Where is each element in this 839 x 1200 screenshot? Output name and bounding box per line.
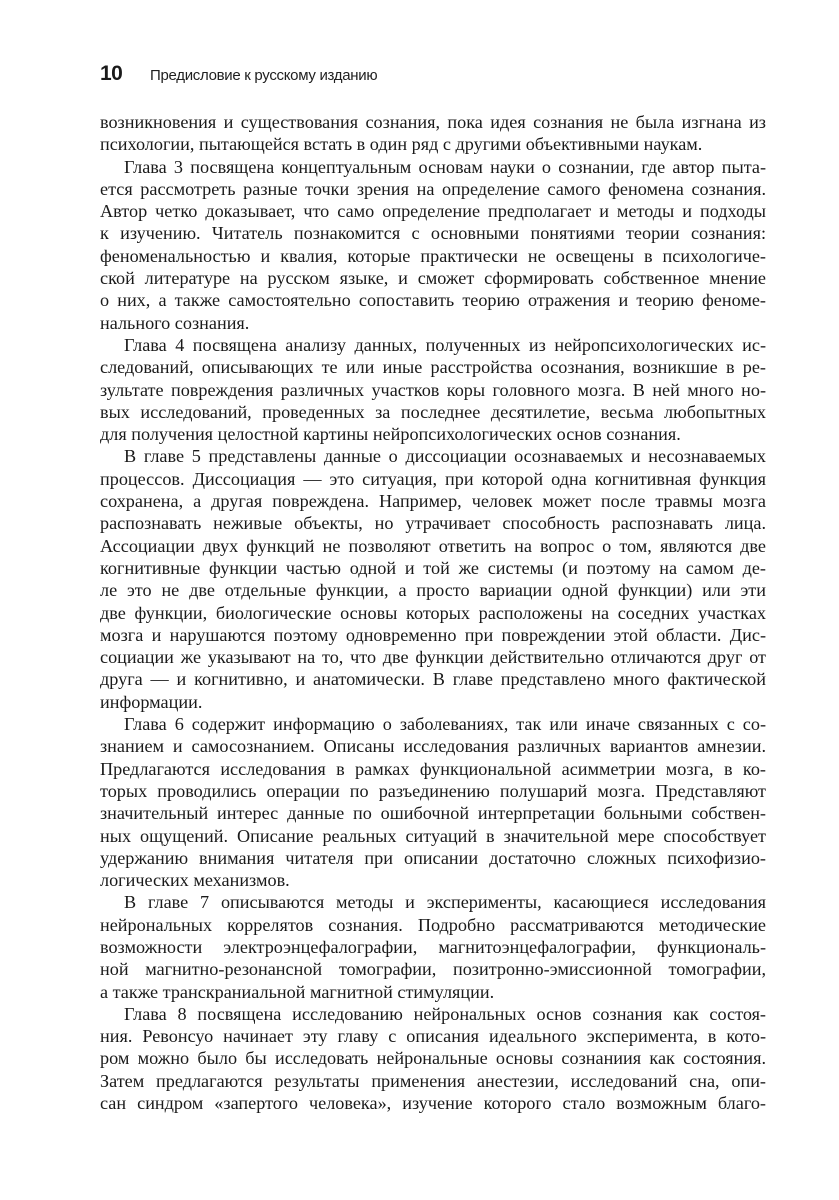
text-line: мозга и нарушаются поэтому одновременно при повреждении этой области. Дис- (100, 624, 766, 645)
text-line: значительный интерес данные по ошибочной интерпретации больными собствен- (100, 803, 766, 824)
text-line: Глава 6 содержит информацию о заболеваниях, так или иначе связанных с со- (124, 714, 766, 735)
text-line: В главе 7 описываются методы и эксперименты, касающиеся исследования (124, 892, 766, 913)
text-line: Глава 3 посвящена концептуальным основам науки о сознании, где автор пыта- (124, 156, 766, 177)
text-line: зультате повреждения различных участков коры головного мозга. В ней много но- (100, 379, 766, 400)
text-line: следований, описывающих те или иные расстройства осознания, возникшие в ре- (100, 357, 766, 378)
page-header (100, 62, 377, 86)
text-line: сохранена, а другая повреждена. Например, человек может после травмы мозга (100, 491, 766, 512)
text-line: ской литературе на русском языке, и сможет сформировать собственное мнение (100, 268, 766, 289)
text-line: сан синдром «запертого человека», изучение которого стало возможным благо- (100, 1093, 766, 1114)
text-line: В главе 5 представлены данные о диссоциации осознаваемых и несознаваемых (124, 446, 766, 467)
text-line: процессов. Диссоциация — это ситуация, при которой одна когнитивная функция (100, 468, 766, 489)
text-line: Глава 8 посвящена исследованию нейрональных основ сознания как состоя- (124, 1003, 766, 1024)
text-line: нального сознания. (100, 312, 250, 333)
text-line: феноменальностью и квалия, которые практически не освещены в психологиче- (100, 245, 766, 266)
text-line: Глава 4 посвящена анализу данных, полученных из нейропсихологических ис- (124, 334, 766, 355)
text-line: для получения целостной картины нейропсихологических основ сознания. (100, 424, 681, 445)
text-line: когнитивные функции частью одной и той же системы (и поэтому на самом де- (100, 557, 766, 578)
text-line: распознавать неживые объекты, но утрачивает способность распознавать лица. (100, 513, 766, 534)
running-title: Предисловие к русскому изданию (150, 67, 378, 84)
text-line: друга — и когнитивно, и анатомически. В главе представлено много фактической (100, 669, 766, 690)
text-line: о них, а также самостоятельно сопоставить теорию отражения и теорию феноме- (100, 290, 766, 311)
text-line: удержанию внимания читателя при описании достаточно сложных психофизио- (100, 847, 766, 868)
text-line: ной магнитно-резонансной томографии, позитронно-эмиссионной томографии, (100, 959, 766, 980)
paragraph-3 (100, 334, 766, 445)
text-line: возможности электроэнцефалографии, магнитоэнцефалографии, функциональ- (100, 936, 766, 957)
text-line: информации. (100, 691, 203, 712)
text-line: ния. Ревонсуо начинает эту главу с описания идеального эксперимента, в кото- (100, 1026, 766, 1047)
text-line: Ассоциации двух функций не позволяют ответить на вопрос о том, являются две (100, 535, 766, 556)
text-line: ется рассмотреть разные точки зрения на определение самого феномена сознания. (100, 178, 766, 199)
text-line: возникновения и существования сознания, пока идея сознания не была изгнана из (100, 112, 766, 132)
text-line: нейрональных коррелятов сознания. Подробно рассматриваются методические (100, 914, 766, 935)
text-line: торых проводились операции по разъединению полушарий мозга. Представляют (100, 780, 766, 801)
text-line: социации же указывают на то, что две функции действительно отличаются друг от (100, 647, 766, 668)
paragraph-2 (100, 156, 766, 334)
text-line: логических механизмов. (100, 870, 290, 891)
text-line: две функции, биологические основы которых расположены на соседних участках (100, 602, 766, 623)
text-line: ром можно было бы исследовать нейрональные основы сознаниия как состояния. (100, 1048, 766, 1069)
text-line: ных ощущений. Описание реальных ситуаций в значительной мере способствует (100, 825, 766, 846)
body-text (100, 111, 766, 1114)
text-line: Затем предлагаются результаты применения анестезии, исследований сна, опи- (100, 1070, 766, 1091)
text-line: Предлагаются исследования в рамках функциональной асимметрии мозга, в ко- (100, 758, 766, 779)
text-line: а также транскраниальной магнитной стимуляции. (100, 981, 495, 1002)
text-line: к изучению. Читатель познакомится с основными понятиями теории сознания: (100, 223, 766, 244)
paragraph-5 (100, 713, 766, 891)
paragraph-6 (100, 891, 766, 1002)
page-number: 10 (100, 62, 123, 85)
text-line: ле это не две отдельные функции, а просто вариации одной функции) или эти (100, 580, 766, 601)
paragraph-7 (100, 1003, 766, 1114)
text-line: вых исследований, проведенных за последнее десятилетие, весьма любопытных (100, 401, 766, 422)
text-line: Автор четко доказывает, что само определение предполагает и методы и подходы (100, 201, 766, 222)
paragraph-1 (100, 111, 766, 156)
text-line: психологии, пытающейся встать в один ряд с другими объективными наукам. (100, 134, 703, 155)
paragraph-4 (100, 445, 766, 713)
text-line: знанием и самосознанием. Описаны исследования различных вариантов амнезии. (100, 736, 766, 757)
